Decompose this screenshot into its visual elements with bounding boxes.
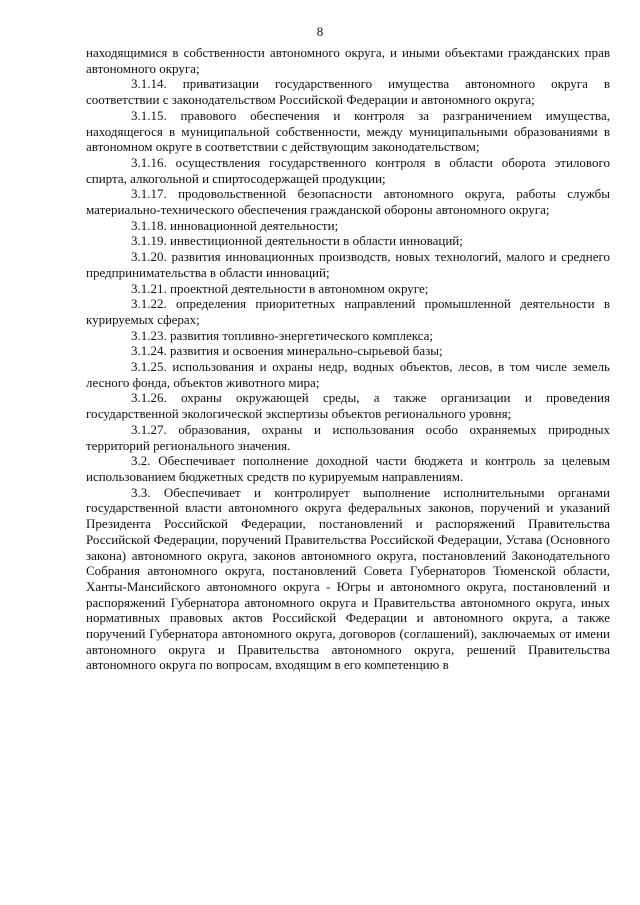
paragraph: 3.1.26. охраны окружающей среды, а также организации и проведения государственной экологической экспертизы объектов регионального уровня;	[86, 390, 610, 422]
paragraph: 3.1.23. развития топливно-энергетического комплекса;	[131, 327, 434, 343]
paragraph: 3.1.16. осуществления государственного контроля в области оборота этилового спирта, алкогольной и спиртосодержащей продукции;	[86, 154, 610, 186]
page-number: 8	[316, 24, 324, 39]
paragraph: 3.3. Обеспечивает и контролирует выполнение исполнительными органами государственной власти автономного округа федеральных законов, поручений и указаний Президента Российской Федерации, постановлений и распоряжений Правительства Российской Федерации, поручений Правительства Российской Федерации, Устава (Основного закона) автономного округа, законов автономного округа, постановлений Законодательного Собрания автономного округа, постановлений Совета Губернаторов Тюменской области, Ханты-Мансийского автономного округа - Югры и автономного округа, постановлений и распоряжений Губернатора автономного округа и Правительства автономного округа, иных нормативных правовых актов Российской Федерации и автономного округа, а также поручений Губернатора автономного округа, договоров (соглашений), заключаемых от имени автономного округа и Правительства автономного округа, решений Правительства автономного округа по вопросам, входящим в его компетенцию в	[86, 484, 610, 673]
paragraph: находящимися в собственности автономного округа, и иными объектами гражданских прав автономного округа;	[86, 45, 610, 76]
paragraph: 3.1.19. инвестиционной деятельности в области инноваций;	[131, 233, 463, 249]
paragraph: 3.1.21. проектной деятельности в автономном округе;	[131, 280, 429, 296]
paragraph: 3.1.18. инновационной деятельности;	[131, 217, 339, 233]
paragraph: 3.1.15. правового обеспечения и контроля за разграничением имущества, находящегося в муниципальной собственности, между муниципальными образованиями в автономном округе в соответствии с действующим законодательством;	[86, 107, 610, 155]
paragraph: 3.1.25. использования и охраны недр, водных объектов, лесов, в том числе земель лесного фонда, объектов животного мира;	[86, 359, 610, 390]
paragraph: 3.1.14. приватизации государственного имущества автономного округа в соответствии с законодательством Российской Федерации и автономного округа;	[86, 76, 610, 108]
document-body	[86, 45, 610, 673]
paragraph: 3.2. Обеспечивает пополнение доходной части бюджета и контроль за целевым использованием бюджетных средств по курируемым направлениям.	[86, 453, 610, 484]
paragraph: 3.1.17. продовольственной безопасности автономного округа, работы службы материально-технического обеспечения гражданской обороны автономного округа;	[86, 186, 610, 218]
paragraph: 3.1.24. развития и освоения минерально-сырьевой базы;	[131, 343, 443, 359]
paragraph: 3.1.20. развития инновационных производств, новых технологий, малого и среднего предпринимательства в области инноваций;	[86, 249, 610, 280]
paragraph: 3.1.22. определения приоритетных направлений промышленной деятельности в курируемых сферах;	[86, 296, 610, 327]
paragraph: 3.1.27. образования, охраны и использования особо охраняемых природных территорий регионального значения.	[86, 421, 610, 453]
